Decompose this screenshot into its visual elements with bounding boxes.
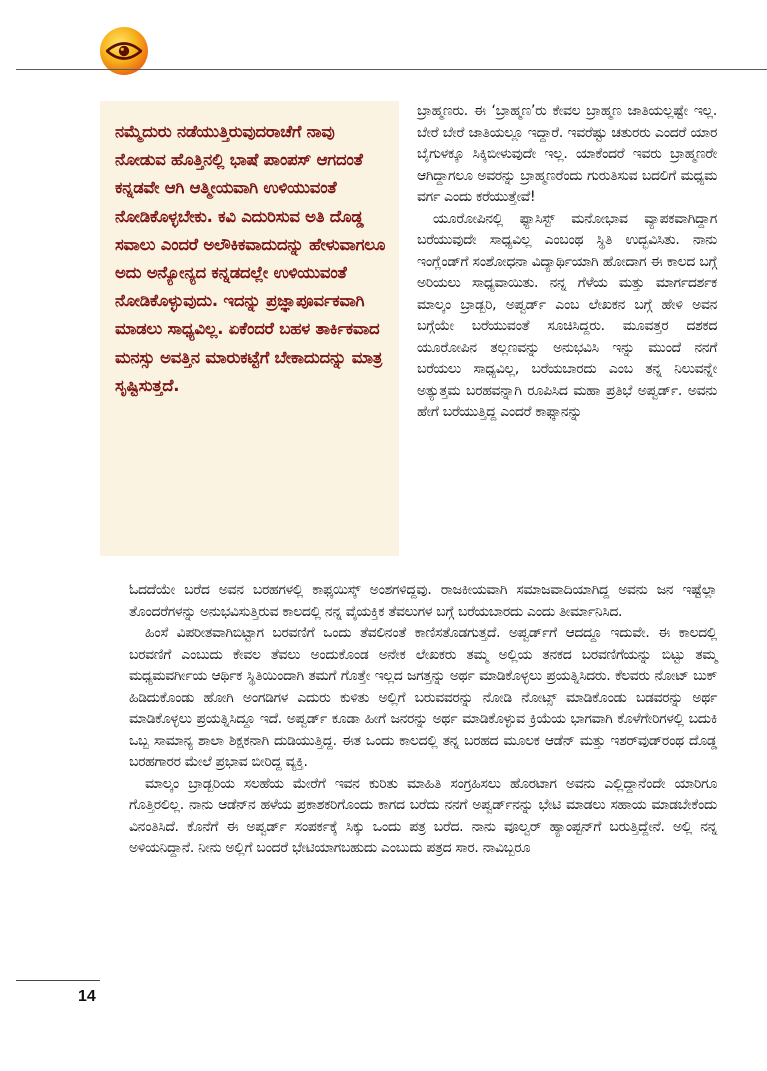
full-width-text [129, 580, 717, 860]
full-width-paragraph-3: ಮಾಲ್ಕಂ ಬ್ರಾಡ್ಬರಿಯ ಸಲಹೆಯ ಮೇರೆಗೆ ಇವನ ಕುರಿತು ಮಾಹಿತಿ ಸಂಗ್ರಹಿಸಲು ಹೊರಟಾಗ ಅವನು ಎಲ್ಲಿದ್ದಾನೆಂದೇ ಯಾರಿಗೂ ಗೊತ್ತಿರಲಿಲ್ಲ. ನಾನು ಆಡೆನ್‌ನ ಹಳೆಯ ಪ್ರಕಾಶಕರಿಗೊಂದು ಕಾಗದ ಬರೆದು ನನಗೆ ಅಪ್ವರ್ಡ್‌ನನ್ನು ಭೇಟಿ ಮಾಡಲು ಸಹಾಯ ಮಾಡಬೇಕೆಂದು ವಿನಂತಿಸಿದೆ. ಕೊನೆಗೆ ಈ ಅಪ್ವರ್ಡ್ ಸಂಪರ್ಕಕ್ಕೆ ಸಿಕ್ಕು ಒಂದು ಪತ್ರ ಬರೆದ. ನಾನು ವೂಲ್ವರ್ ಹ್ಯಾಂಪ್ಟನ್‌ಗೆ ಬರುತ್ತಿದ್ದೇನೆ. ಅಲ್ಲಿ ನನ್ನ ಅಳಿಯನಿದ್ದಾನೆ. ನೀನು ಅಲ್ಲಿಗೆ ಬಂದರೆ ಭೇಟಿಯಾಗಬಹುದು ಎಂಬುದು ಪತ್ರದ ಸಾರ. ನಾವಿಬ್ಬರೂ [129, 775, 717, 856]
eye-logo [100, 27, 148, 75]
right-column-paragraph-2: ಯೂರೋಪಿನಲ್ಲಿ ಫ್ಯಾಸಿಸ್ಟ್ ಮನೋಭಾವ ವ್ಯಾಪಕವಾಗಿದ್ದಾಗ ಬರೆಯುವುದೇ ಸಾಧ್ಯವಿಲ್ಲ ಎಂಬಂಥ ಸ್ಥಿತಿ ಉದ್ಭವಿಸಿತು. ನಾನು ಇಂಗ್ಲೆಂಡ್‌ಗೆ ಸಂಶೋಧನಾ ವಿದ್ಯಾರ್ಥಿಯಾಗಿ ಹೋದಾಗ ಈ ಕಾಲದ ಬಗ್ಗೆ ಅರಿಯಲು ಸಾಧ್ಯವಾಯಿತು. ನನ್ನ ಗೆಳೆಯ ಮತ್ತು ಮಾರ್ಗದರ್ಶಕ ಮಾಲ್ಕಂ ಬ್ರಾಡ್ಬರಿ, ಅಪ್ವರ್ಡ್ ಎಂಬ ಲೇಖಕನ ಬಗ್ಗೆ ಹೇಳಿ ಅವನ ಬಗ್ಗೆಯೇ ಬರೆಯುವಂತೆ ಸೂಚಿಸಿದ್ದರು. ಮೂವತ್ತರ ದಶಕದ ಯೂರೋಪಿನ ತಲ್ಲಣವನ್ನು ಅನುಭವಿಸಿ ಇನ್ನು ಮುಂದೆ ನನಗೆ ಬರೆಯಲು ಸಾಧ್ಯವಿಲ್ಲ, ಬರೆಯಬಾರದು ಎಂಬ ತನ್ನ ನಿಲುವನ್ನೇ ಅತ್ಯುತ್ತಮ ಬರಹವನ್ನಾಗಿ ರೂಪಿಸಿದ ಮಹಾ ಪ್ರತಿಭೆ ಅಪ್ವರ್ಡ್. ಅವನು ಹೇಗೆ ಬರೆಯುತ್ತಿದ್ದ ಎಂದರೆ ಕಾಫ್ಕಾನನ್ನು [417, 210, 717, 420]
header-rule [16, 69, 767, 70]
pull-quote-text: ನಮ್ಮೆದುರು ನಡೆಯುತ್ತಿರುವುದರಾಚೆಗೆ ನಾವು ನೋಡುವ ಹೊತ್ತಿನಲ್ಲಿ ಭಾಷೆ ಪಾಂಪಸ್ ಆಗದಂತೆ ಕನ್ನಡವೇ ಆಗಿ ಆತ್ಮೀಯವಾಗಿ ಉಳಿಯುವಂತೆ ನೋಡಿಕೊಳ್ಳಬೇಕು. ಕವಿ ಎದುರಿಸುವ ಅತಿ ದೊಡ್ಡ ಸವಾಲು ಎಂದರೆ ಅಲೌಕಿಕವಾದುದನ್ನು ಹೇಳುವಾಗಲೂ ಅದು ಅನ್ಯೋನ್ಯದ ಕನ್ನಡದಲ್ಲೇ ಉಳಿಯುವಂತೆ ನೋಡಿಕೊಳ್ಳುವುದು. ಇದನ್ನು ಪ್ರಜ್ಞಾಪೂರ್ವಕವಾಗಿ ಮಾಡಲು ಸಾಧ್ಯವಿಲ್ಲ. ಏಕೆಂದರೆ ಬಹಳ ತಾರ್ಕಿಕವಾದ ಮನಸ್ಸು ಅವತ್ತಿನ ಮಾರುಕಟ್ಟೆಗೆ ಬೇಕಾದುದನ್ನು ಮಾತ್ರ ಸೃಷ್ಟಿಸುತ್ತದೆ. [115, 122, 386, 395]
right-column-paragraph-1: ಬ್ರಾಹ್ಮಣರು. ಈ ‘ಬ್ರಾಹ್ಮಣ’ರು ಕೇವಲ ಬ್ರಾಹ್ಮಣ ಜಾತಿಯಲ್ಲಷ್ಟೇ ಇಲ್ಲ. ಬೇರೆ ಬೇರೆ ಜಾತಿಯಲ್ಲೂ ಇದ್ದಾರೆ. ಇವರೆಷ್ಟು ಚತುರರು ಎಂದರೆ ಯಾರ ಬೈಗುಳಕ್ಕೂ ಸಿಕ್ಕಿಬೀಳುವುದೇ ಇಲ್ಲ. ಯಾಕೆಂದರೆ ಇವರು ಬ್ರಾಹ್ಮಣರೇ ಆಗಿದ್ದಾಗಲೂ ಅವರನ್ನು ಬ್ರಾಹ್ಮಣರೆಂದು ಗುರುತಿಸುವ ಬದಲಿಗೆ ಮಧ್ಯಮ ವರ್ಗ ಎಂದು ಕರೆಯುತ್ತೇವೆ! [417, 103, 717, 205]
full-width-paragraph-1: ಓದದೆಯೇ ಬರೆದ ಅವನ ಬರಹಗಳಲ್ಲಿ ಕಾಫ್ಕಯಿಸ್ಕ್ ಅಂಶಗಳಿದ್ದವು. ರಾಜಕೀಯವಾಗಿ ಸಮಾಜವಾದಿಯಾಗಿದ್ದ ಅವನು ಜನ ಇಷ್ಟೆಲ್ಲಾ ತೊಂದರೆಗಳನ್ನು ಅನುಭವಿಸುತ್ತಿರುವ ಕಾಲದಲ್ಲಿ ನನ್ನ ವೈಯಕ್ತಿಕ ತೆವಲುಗಳ ಬಗ್ಗೆ ಬರೆಯಬಾರದು ಎಂದು ತೀರ್ಮಾನಿಸಿದ. [129, 582, 717, 620]
full-width-paragraph-2: ಹಿಂಸೆ ವಿಪರೀತವಾಗಿಬಿಟ್ಟಾಗ ಬರವಣಿಗೆ ಒಂದು ತೆವಲಿನಂತೆ ಕಾಣಿಸತೊಡಗುತ್ತದೆ. ಅಪ್ವರ್ಡ್‌ಗೆ ಆದದ್ದೂ ಇದುವೇ. ಈ ಕಾಲದಲ್ಲಿ ಬರವಣಿಗೆ ಎಂಬುದು ಕೇವಲ ತೆವಲು ಅಂದುಕೊಂಡ ಅನೇಕ ಲೇಖಕರು ತಮ್ಮ ಅಲ್ಲಿಯ ತನಕದ ಬರವಣಿಗೆಯನ್ನು ಬಿಟ್ಟು ತಮ್ಮ ಮಧ್ಯಮವರ್ಗೀಯ ಆರ್ಥಿಕ ಸ್ಥಿತಿಯಿಂದಾಗಿ ತಮಗೆ ಗೊತ್ತೇ ಇಲ್ಲದ ಜಗತ್ತನ್ನು ಅರ್ಥ ಮಾಡಿಕೊಳ್ಳಲು ಪ್ರಯತ್ನಿಸಿದರು. ಕೆಲವರು ನೋಟ್ ಬುಕ್ ಹಿಡಿದುಕೊಂಡು ಹೋಗಿ ಅಂಗಡಿಗಳ ಎದುರು ಕುಳಿತು ಅಲ್ಲಿಗೆ ಬರುವವರನ್ನು ನೋಡಿ ನೋಟ್ಸ್ ಮಾಡಿಕೊಂಡು ಬಡವರನ್ನು ಅರ್ಥ ಮಾಡಿಕೊಳ್ಳಲು ಪ್ರಯತ್ನಿಸಿದ್ದೂ ಇದೆ. ಅಪ್ವರ್ಡ್ ಕೂಡಾ ಹೀಗೆ ಜನರನ್ನು ಅರ್ಥ ಮಾಡಿಕೊಳ್ಳುವ ಕ್ರಿಯೆಯ ಭಾಗವಾಗಿ ಕೊಳೆಗೇರಿಗಳಲ್ಲಿ ಬದುಕಿ ಒಬ್ಬ ಸಾಮಾನ್ಯ ಶಾಲಾ ಶಿಕ್ಷಕನಾಗಿ ದುಡಿಯುತ್ತಿದ್ದ. ಈತ ಒಂದು ಕಾಲದಲ್ಲಿ ತನ್ನ ಬರಹದ ಮೂಲಕ ಆಡೆನ್ ಮತ್ತು ಇಶರ್‌ವುಡ್‌ರಂಥ ದೊಡ್ಡ ಬರಹಗಾರರ ಮೇಲೆ ಪ್ರಭಾವ ಬೀರಿದ್ದ ವ್ಯಕ್ತಿ. [129, 625, 717, 770]
page-number: 14 [78, 988, 96, 1005]
right-column [417, 101, 717, 424]
footer-rule [16, 980, 100, 981]
pull-quote [100, 101, 399, 556]
eye-icon [106, 40, 142, 62]
